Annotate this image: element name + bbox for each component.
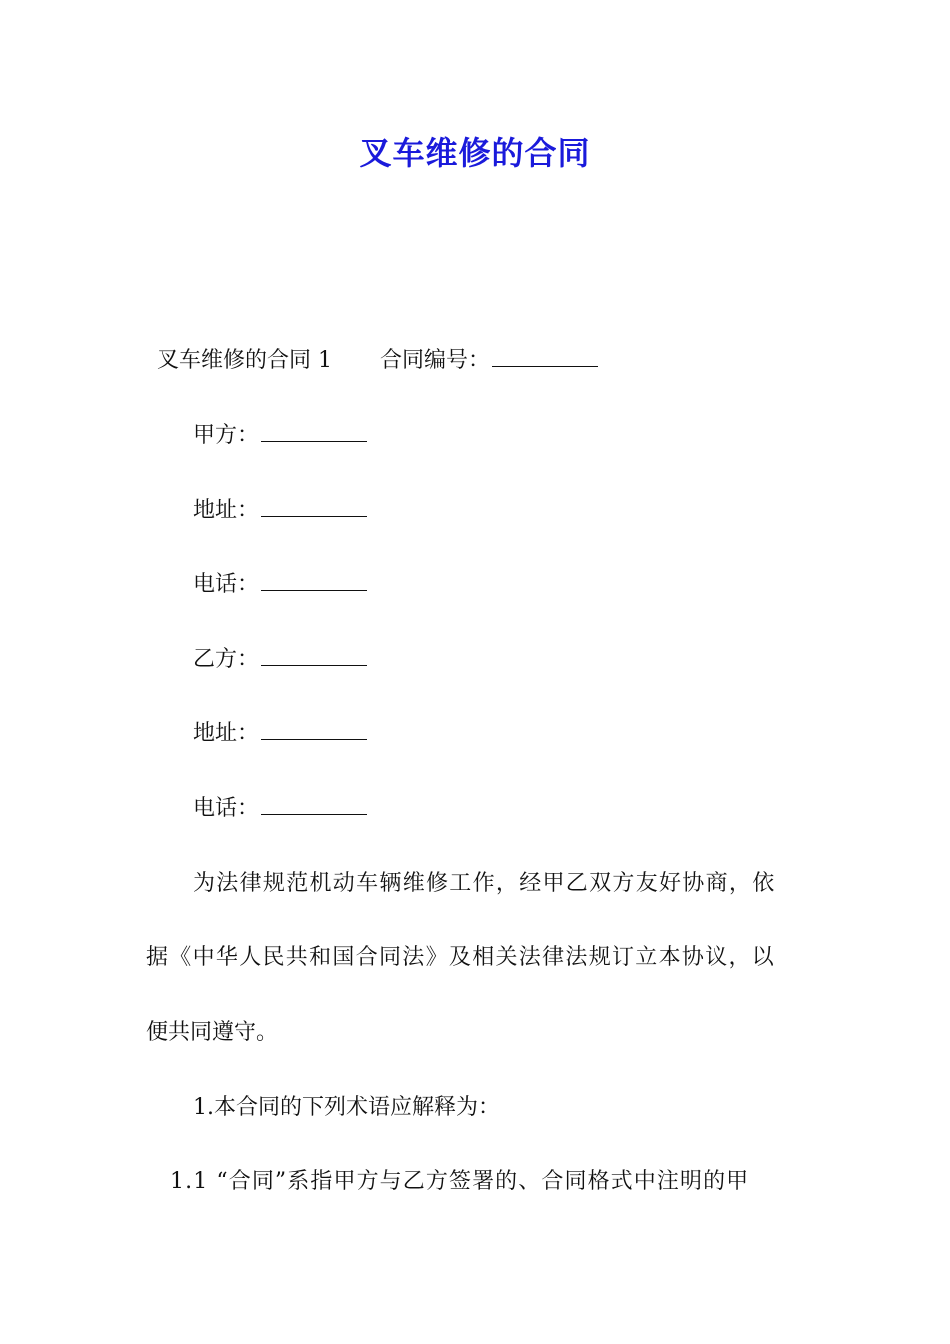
clause-1: 1.本合同的下列术语应解释为： (193, 1095, 500, 1120)
party-a-phone-blank (261, 570, 367, 591)
party-b-address-label: 地址： (193, 721, 260, 746)
contract-no-label: 合同编号： (380, 348, 491, 373)
party-a-address-line (193, 496, 367, 526)
intro-line-2: 据《中华人民共和国合同法》及相关法律法规订立本协议，以 (146, 945, 776, 970)
party-a-phone-line (193, 570, 367, 600)
contract-heading-line (157, 346, 598, 376)
party-b-phone-blank (261, 794, 367, 815)
contract-no-blank (492, 346, 598, 367)
party-a-address-blank (261, 496, 367, 517)
intro-line-1: 为法律规范机动车辆维修工作，经甲乙双方友好协商，依 (193, 871, 776, 896)
party-a-phone-label: 电话： (193, 572, 260, 597)
party-b-phone-line (193, 794, 367, 824)
party-b-address-line (193, 719, 367, 749)
contract-name: 叉车维修的合同 1 (157, 348, 332, 373)
intro-line-3: 便共同遵守。 (146, 1020, 279, 1045)
party-a-blank (261, 421, 367, 442)
party-b-label: 乙方： (193, 647, 260, 672)
party-b-line (193, 645, 367, 675)
clause-1-1: 1.1 “合同”系指甲方与乙方签署的、合同格式中注明的甲 (170, 1169, 750, 1194)
party-a-label: 甲方： (193, 423, 260, 448)
party-a-address-label: 地址： (193, 498, 260, 523)
party-b-phone-label: 电话： (193, 796, 260, 821)
party-a-line (193, 421, 367, 451)
party-b-address-blank (261, 719, 367, 740)
party-b-blank (261, 645, 367, 666)
page-title: 叉车维修的合同 (359, 134, 591, 172)
